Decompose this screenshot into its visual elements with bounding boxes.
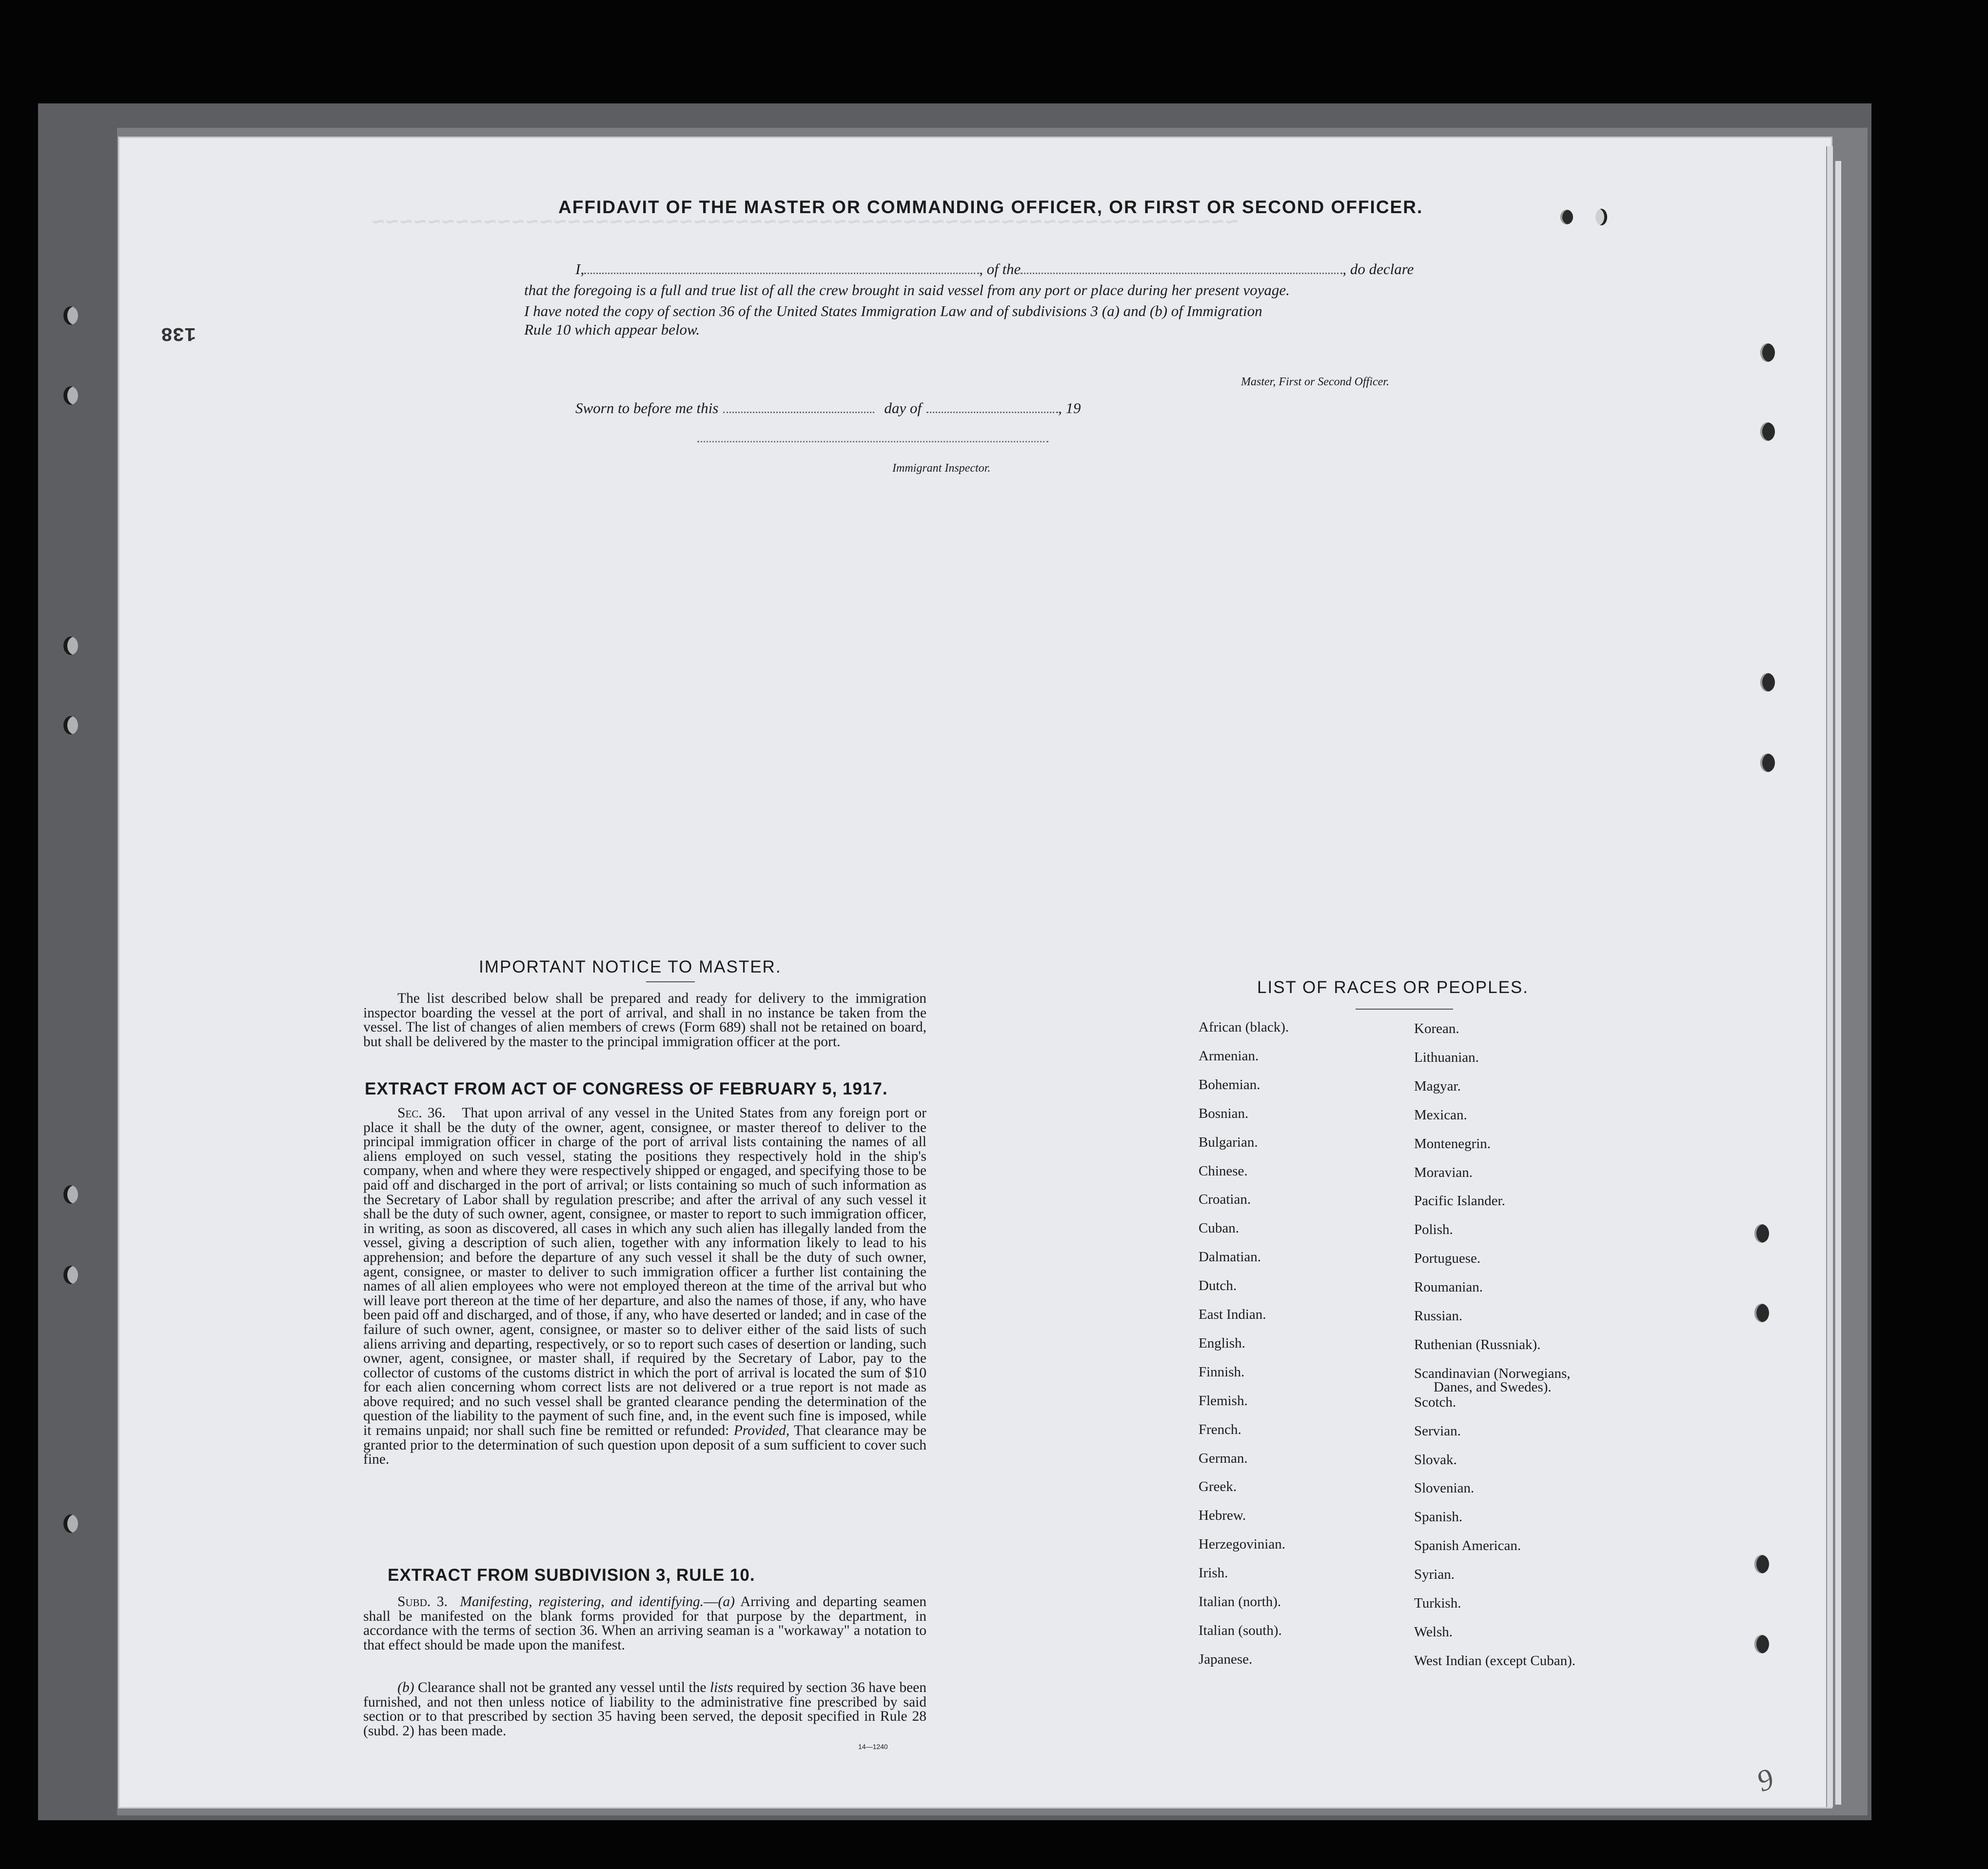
- bleed-through: ~~~~~~~~~~~~~~~~~~~~~~~~~~~~~~~~~~~~~~~~~~~~~~~~~~~~~~~~~~~~~~: [371, 210, 1239, 234]
- affidavit-line-4: Rule 10 which appear below.: [524, 321, 700, 338]
- race-item: Portuguese.: [1414, 1251, 1481, 1267]
- race-item: Montenegrin.: [1414, 1135, 1491, 1152]
- notice-text: The list described below shall be prepared and ready for delivery to the immigration inspector boarding the vessel at the port of arrival, and shall in no instance be taken from the vessel. The list of changes of alien members of crews (Form 689) shall not be retained on board, but shall be delivered by the master to the principal immigration officer at the port.: [363, 991, 926, 1050]
- race-item: Pacific Islander.: [1414, 1193, 1505, 1209]
- binder-hole: [1595, 209, 1607, 225]
- race-item: Mexican.: [1414, 1107, 1467, 1123]
- act-extract-title: EXTRACT FROM ACT OF CONGRESS OF FEBRUARY 5, 1917.: [365, 1079, 888, 1098]
- rule-subdivision-a: Subd. 3. Manifesting, registering, and identifying.—(a) Arriving and departing seamen shall be manifested on the blank forms provided for that purpose by the department, in accordance with the terms of section 36. When an arriving seaman is a "workaway" a notation to that effect should be made upon the manifest.: [363, 1594, 926, 1653]
- form-number: 14—1240: [858, 1743, 888, 1750]
- race-item: Lithuanian.: [1414, 1049, 1479, 1065]
- sworn-day-field[interactable]: [723, 399, 874, 413]
- race-item: German.: [1199, 1450, 1248, 1466]
- race-item: Turkish.: [1414, 1595, 1461, 1611]
- binder-hole: [1754, 1635, 1769, 1653]
- race-item: Greek.: [1199, 1479, 1237, 1495]
- race-item: Hebrew.: [1199, 1508, 1246, 1524]
- race-item: English.: [1199, 1335, 1245, 1351]
- binder-hole: [1760, 422, 1775, 441]
- stamp: 138: [161, 322, 197, 344]
- rule-extract-title: EXTRACT FROM SUBDIVISION 3, RULE 10.: [388, 1566, 755, 1585]
- master-signature-label: Master, First or Second Officer.: [1241, 376, 1389, 388]
- page-edge: [1826, 146, 1833, 1807]
- race-item: Welsh.: [1414, 1624, 1453, 1640]
- binder-hole: [63, 306, 78, 325]
- act-extract-text: Sec. 36. That upon arrival of any vessel in the United States from any foreign port or place it shall be the duty of the owner, agent, consignee, or master thereof to deliver to the principal immigration officer in charge of the port of arrival lists containing the names of all aliens employed on such vessel, stating the positions they respectively hold in the ship's company, when and where they were respectively shipped or engaged, and specifying those to be paid off and discharged in the port of arrival; or lists containing so much of such information as the Secretary of Labor shall by regulation prescribe; and after the arrival of any such vessel it shall be the duty of such owner, agent, consignee, or master to report to such immigration officer, in writing, as soon as discovered, all cases in which any such alien has illegally landed from the vessel, giving a description of such alien, together with any information likely to lead to his apprehension; and before the departure of any such vessel it shall be the duty of such owner, agent, consignee, or master to deliver to such immigration officer a further list containing the names of all alien employees who were not employed thereon at the time of the arrival but who will leave port thereon at the time of her departure, and also the names of those, if any, who have been paid off and discharged, and of those, if any, who have deserted or landed; and in case of the failure of such owner, agent, consignee, or master so to deliver either of the said lists of such aliens arriving and departing, respectively, or so to report such cases of desertion or landing, such owner, agent, consignee, or master shall, if required by the Secretary of Labor, pay to the collector of customs of the customs district in which the port of arrival is located the sum of $10 for each alien concerning whom correct lists are not delivered or a true report is not made as above required; and no such vessel shall be granted clearance pending the determination of the question of the liability to the payment of such fine, and, in the event such fine is imposed, while it remains unpaid; nor shall such fine be remitted or refunded: Provided, That clearance may be granted prior to the determination of such question upon deposit of a sum sufficient to cover such fine.: [363, 1105, 927, 1468]
- inspector-signature-label: Immigrant Inspector.: [892, 462, 991, 475]
- binder-hole: [63, 1514, 78, 1533]
- sworn-month-field[interactable]: [926, 399, 1058, 413]
- race-item: Spanish.: [1414, 1509, 1463, 1525]
- race-item: Italian (south).: [1199, 1622, 1282, 1638]
- race-item: Scotch.: [1414, 1394, 1457, 1410]
- race-item: Italian (north).: [1199, 1594, 1281, 1610]
- inspector-signature-line[interactable]: [697, 439, 1048, 442]
- binder-hole: [1754, 1555, 1769, 1573]
- affidavit-title: AFFIDAVIT OF THE MASTER OR COMMANDING OFFICER, OR FIRST OR SECOND OFFICER.: [558, 197, 1423, 217]
- race-item: Cuban.: [1199, 1220, 1239, 1236]
- vessel-field[interactable]: [1021, 260, 1342, 274]
- divider: [1356, 1009, 1453, 1010]
- race-item: Roumanian.: [1414, 1279, 1483, 1295]
- race-item: Polish.: [1414, 1222, 1453, 1238]
- race-item: Japanese.: [1199, 1651, 1253, 1667]
- race-item: Finnish.: [1199, 1364, 1245, 1380]
- binder-hole: [1760, 754, 1775, 772]
- binder-hole: [1760, 673, 1775, 692]
- document-page: [119, 138, 1831, 1807]
- race-item: Russian.: [1414, 1308, 1463, 1324]
- race-item: Syrian.: [1414, 1567, 1455, 1583]
- race-item: Bulgarian.: [1199, 1134, 1258, 1150]
- page-edge: [1834, 161, 1841, 1805]
- handwritten-page-number: 9: [1752, 1762, 1778, 1799]
- binder-hole: [1760, 343, 1775, 362]
- race-item: Servian.: [1414, 1423, 1461, 1439]
- race-item: Magyar.: [1414, 1078, 1461, 1094]
- race-item: West Indian (except Cuban).: [1414, 1652, 1576, 1669]
- binder-hole: [1560, 210, 1573, 224]
- race-item: French.: [1199, 1421, 1241, 1437]
- rule-subdivision-b: (b) Clearance shall not be granted any vessel until the lists required by section 36 have been furnished, and not then unless notice of liability to the administrative fine prescribed by said section or to that prescribed by section 35 having been served, the deposit specified in Rule 28 (subd. 2) has been made.: [363, 1680, 927, 1739]
- race-item: Bosnian.: [1199, 1105, 1249, 1121]
- race-item: Danes, and Swedes).: [1434, 1379, 1552, 1395]
- binder-hole: [1754, 1224, 1769, 1243]
- affidavit-line-2: that the foregoing is a full and true list of all the crew brought in said vessel from any port or place during her present voyage.: [524, 281, 1290, 298]
- races-title: LIST OF RACES OR PEOPLES.: [1257, 978, 1529, 997]
- race-item: Slovenian.: [1414, 1480, 1475, 1496]
- sworn-line: Sworn to before me this day of , 19: [575, 399, 1081, 417]
- race-item: Dutch.: [1199, 1278, 1237, 1294]
- race-item: East Indian.: [1199, 1307, 1266, 1322]
- race-item: African (black).: [1199, 1019, 1289, 1035]
- race-item: Korean.: [1414, 1021, 1459, 1036]
- race-item: Croatian.: [1199, 1192, 1251, 1208]
- binder-hole: [63, 716, 78, 735]
- race-item: Bohemian.: [1199, 1076, 1260, 1093]
- name-field[interactable]: [584, 260, 979, 274]
- race-item: Moravian.: [1414, 1164, 1473, 1180]
- binder-hole: [63, 636, 78, 655]
- affidavit-line-3: I have noted the copy of section 36 of the United States Immigration Law and of subdivisions 3 (a) and (b) of Immigration: [524, 302, 1262, 319]
- binder-hole: [63, 386, 78, 405]
- race-item: Dalmatian.: [1199, 1249, 1261, 1265]
- binder-hole: [1754, 1304, 1769, 1322]
- affidavit-line-1: I, , of the , do declare: [575, 260, 1414, 278]
- race-item: Ruthenian (Russniak).: [1414, 1336, 1541, 1352]
- race-item: Spanish American.: [1414, 1538, 1521, 1554]
- race-item: Scandinavian (Norwegians,: [1414, 1365, 1571, 1381]
- binder-hole: [63, 1185, 78, 1204]
- binder-hole: [63, 1266, 78, 1284]
- divider: [646, 981, 695, 982]
- race-item: Chinese.: [1199, 1163, 1248, 1179]
- notice-title: IMPORTANT NOTICE TO MASTER.: [479, 957, 782, 976]
- race-item: Flemish.: [1199, 1392, 1248, 1409]
- race-item: Armenian.: [1199, 1048, 1259, 1064]
- race-item: Slovak.: [1414, 1451, 1457, 1468]
- race-item: Herzegovinian.: [1199, 1536, 1285, 1552]
- race-item: Irish.: [1199, 1565, 1228, 1581]
